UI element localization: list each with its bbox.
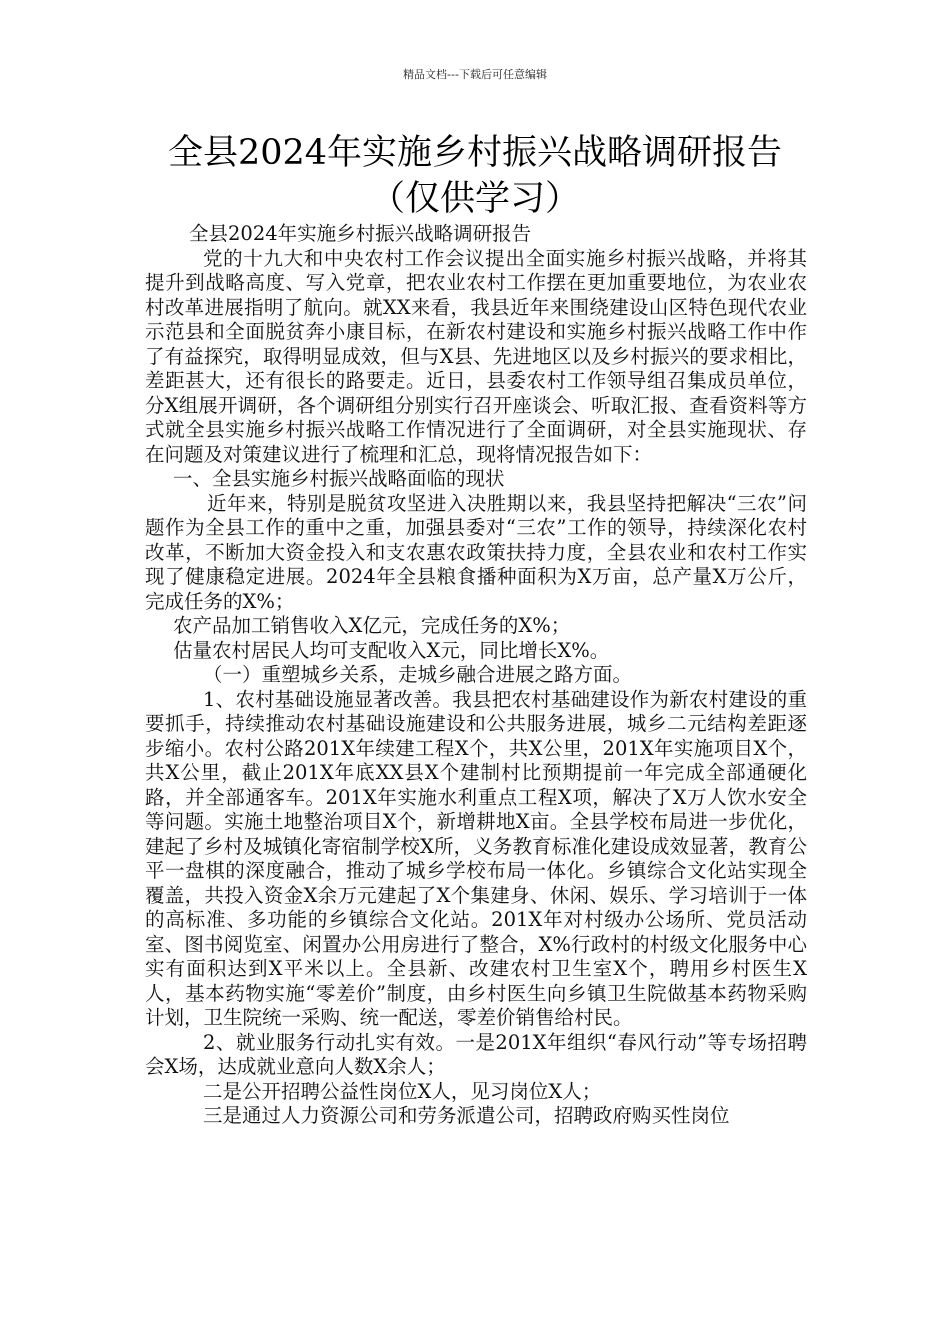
title-line-2: （仅供学习） (369, 179, 580, 219)
document-title (60, 130, 890, 222)
body-paragraph: 二是公开招聘公益性岗位X人，见习岗位X人； (203, 1079, 602, 1103)
body-paragraph: 估量农村居民人均可支配收入X元，同比增长X%。 (173, 638, 610, 662)
document-body (145, 222, 807, 1129)
body-paragraph: 三是通过人力资源公司和劳务派遣公司，招聘政府购买性岗位 (203, 1104, 730, 1127)
body-paragraph: 党的十九大和中央农村工作会议提出全面实施乡村振兴战略，并将其提升到战略高度、写入党章，把农业农村工作摆在更加重要地位，为农业农村改革进展指明了航向。就XX来看，我县近年来围绕建设山区特色现代农业示范县和全面脱贫奔小康目标，在新农村建设和实施乡村振兴战略工作中作了有益探究，取得明显成效，但与X县、先进地区以及乡村振兴的要求相比，差距甚大，还有很长的路要走。近日，县委农村工作领导组召集成员单位，分X组展开调研，各个调研组分别实行召开座谈会、听取汇报、查看资料等方式就全县实施乡村振兴战略工作情况进行了全面调研，对全县实施现状、存在问题及对策建议进行了梳理和汇总，现将情况报告如下： (145, 246, 807, 466)
body-paragraph: 1、农村基础设施显著改善。我县把农村基础建设作为新农村建设的重要抓手，持续推动农村基础设施建设和公共服务进展，城乡二元结构差距逐步缩小。农村公路201X年续建工程X个，共X公里，201X年实施项目X个，共X公里，截止201X年底XX县X个建制村比预期提前一年完成全部通硬化路，并全部通客车。201X年实施水利重点工程X项，解决了X万人饮水安全等问题。实施土地整治项目X个，新增耕地X亩。全县学校布局进一步优化，建起了乡村及城镇化寄宿制学校X所，义务教育标准化建设成效显著，教育公平一盘棋的深度融合，推动了城乡学校布局一体化。乡镇综合文化站实现全覆盖，共投入资金X余万元建起了X个集建身、休闲、娱乐、学习培训于一体的高标准、多功能的乡镇综合文化站。201X年对村级办公场所、党员活动室、图书阅览室、闲置办公用房进行了整合，X%行政村的村级文化服务中心实有面积达到X平米以上。全县新、改建农村卫生室X个，聘用乡村医生X人，基本药物实施“零差价”制度，由乡村医生向乡镇卫生院做基本药物采购计划，卫生院统一采购、统一配送，零差价销售给村民。 (145, 687, 807, 1029)
page-header: 精品文档---下载后可任意编辑 (403, 68, 547, 81)
body-paragraph: 一、全县实施乡村振兴战略面临的现状 (173, 467, 505, 490)
body-paragraph: 近年来，特别是脱贫攻坚进入决胜期以来，我县坚持把解决“三农”问题作为全县工作的重中之重，加强县委对“三农”工作的领导，持续深化农村改革，不断加大资金投入和支农惠农政策扶持力度，全县农业和农村工作实现了健康稳定进展。2024年全县粮食播种面积为X万亩，总产量X万公斤，完成任务的X%； (145, 491, 807, 613)
body-paragraph: 农产品加工销售收入X亿元，完成任务的X%； (173, 614, 571, 637)
body-paragraph: 全县2024年实施乡村振兴战略调研报告 (189, 222, 532, 245)
body-paragraph: 2、就业服务行动扎实有效。一是201X年组织“春风行动”等专场招聘会X场，达成就业意向人数X余人； (145, 1030, 807, 1078)
body-paragraph: （一）重塑城乡关系，走城乡融合进展之路方面。 (203, 663, 633, 686)
title-line-1: 全县2024年实施乡村振兴战略调研报告 (167, 133, 783, 173)
